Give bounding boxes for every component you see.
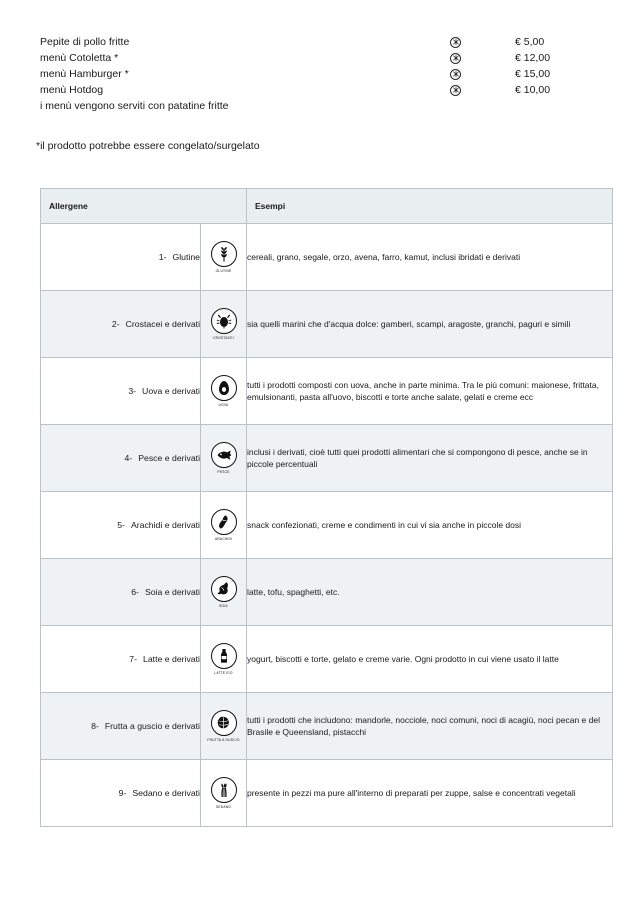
allergen-icon-cell (201, 760, 247, 827)
crustacean-icon (211, 308, 237, 340)
allergen-label: Sedano e derivati (132, 788, 200, 798)
menu-item-row (40, 82, 600, 98)
allergen-number: 3- (128, 386, 137, 396)
allergen-number: 2- (111, 319, 120, 329)
celery-icon-caption: SEDANO (215, 804, 232, 809)
table-row (41, 693, 613, 760)
allergen-label: Latte e derivati (143, 654, 200, 664)
allergen-number: 7- (129, 654, 137, 664)
soy-icon-caption: SOIA (219, 603, 228, 608)
allergen-marker-icon (450, 69, 461, 80)
crustacean-icon-circle (211, 308, 237, 334)
menu-item-name: Pepite di pollo fritte (40, 36, 130, 48)
menu-item-allergen-marker (450, 85, 515, 96)
allergen-icon-cell (201, 693, 247, 760)
allergen-table (40, 188, 613, 827)
peanut-icon (211, 509, 237, 541)
allergen-examples: inclusi i derivati, cioè tutti quei prodotti alimentari che si compongono di pesce, anche se in piccole percentuali (247, 425, 613, 492)
egg-icon-circle (211, 375, 237, 401)
menu-item-name: menù Cotoletta * (40, 52, 119, 64)
allergen-icon-cell (201, 559, 247, 626)
menu-item-price: € 15,00 (515, 68, 551, 80)
allergen-marker-icon (450, 53, 461, 64)
milk-icon-caption: LATTE E/O (214, 670, 233, 675)
allergen-marker-icon (450, 37, 461, 48)
table-row (41, 626, 613, 693)
allergen-label: Frutta a guscio e derivati (104, 721, 200, 731)
allergen-examples: tutti i prodotti che includono: mandorle, nocciole, noci comuni, noci di acagiù, noci pecan e del Brasile e Queensland, pistacchi (247, 693, 613, 760)
soy-icon-circle (211, 576, 237, 602)
allergen-examples: cereali, grano, segale, orzo, avena, farro, kamut, inclusi ibridati e derivati (247, 224, 613, 291)
allergen-name-cell (41, 626, 201, 693)
allergen-icon-cell (201, 224, 247, 291)
table-row (41, 291, 613, 358)
allergen-label: Glutine (172, 252, 200, 262)
allergen-number: 5- (117, 520, 125, 530)
menu-item-row (40, 50, 600, 66)
allergen-examples: latte, tofu, spaghetti, etc. (247, 559, 613, 626)
wheat-icon-circle (211, 241, 237, 267)
allergen-label: Uova e derivati (142, 386, 200, 396)
table-header-esempi-label: Esempi (255, 201, 286, 211)
allergen-number: 9- (118, 788, 127, 798)
fish-icon-circle (211, 442, 237, 468)
allergen-icon-cell (201, 291, 247, 358)
menu-note-row (40, 98, 600, 114)
allergen-icon-cell (201, 492, 247, 559)
egg-icon (211, 375, 237, 407)
celery-icon (211, 777, 237, 809)
table-row (41, 492, 613, 559)
allergen-examples: yogurt, biscotti e torte, gelato e creme varie. Ogni prodotto in cui viene usato il latte (247, 626, 613, 693)
menu-item-price: € 10,00 (515, 84, 551, 96)
allergen-name-cell (41, 291, 201, 358)
allergen-name-cell (41, 358, 201, 425)
wheat-icon-caption: GLUTINE (215, 268, 232, 273)
nuts-icon-caption: FRUTTA A GUSCIO (207, 737, 240, 742)
menu-item-price: € 5,00 (515, 36, 545, 48)
allergen-name-cell (41, 559, 201, 626)
table-header-allergene (41, 189, 247, 224)
table-header-esempi (247, 189, 613, 224)
table-row (41, 559, 613, 626)
fish-icon (211, 442, 237, 474)
allergen-name-cell (41, 492, 201, 559)
allergen-label: Soia e derivati (144, 587, 200, 597)
allergen-icon-cell (201, 626, 247, 693)
fish-icon-caption: PESCE (217, 469, 230, 474)
table-row (41, 425, 613, 492)
menu-item-allergen-marker (450, 37, 515, 48)
menu-item-name: menù Hotdog (40, 84, 104, 96)
allergen-number: 6- (131, 587, 139, 597)
allergen-name-cell (41, 425, 201, 492)
celery-icon-circle (211, 777, 237, 803)
nuts-icon (207, 710, 239, 742)
wheat-icon (211, 241, 237, 273)
egg-icon-caption: UOVA (218, 402, 229, 407)
allergen-examples: presente in pezzi ma pure all'interno di preparati per zuppe, salse e concentrati vegetali (247, 760, 613, 827)
allergen-label: Pesce e derivati (138, 453, 200, 463)
menu-note: i menù vengono serviti con patatine fritte (40, 100, 229, 112)
allergen-examples: snack confezionati, creme e condimenti in cui vi sia anche in piccole dosi (247, 492, 613, 559)
table-header-allergene-label: Allergene (49, 201, 88, 211)
soy-icon (211, 576, 237, 608)
menu-item-allergen-marker (450, 53, 515, 64)
allergen-name-cell (41, 693, 201, 760)
allergen-number: 1- (158, 252, 167, 262)
milk-icon (211, 643, 237, 675)
allergen-name-cell (41, 224, 201, 291)
menu-item-price: € 12,00 (515, 52, 551, 64)
nuts-icon-circle (211, 710, 237, 736)
allergen-label: Crostacei e derivati (125, 319, 200, 329)
peanut-icon-circle (211, 509, 237, 535)
menu-price-list (40, 34, 600, 114)
menu-item-row (40, 66, 600, 82)
allergen-icon-cell (201, 425, 247, 492)
allergen-number: 8- (91, 721, 99, 731)
menu-item-name: menù Hamburger * (40, 68, 129, 80)
menu-item-allergen-marker (450, 69, 515, 80)
table-row (41, 358, 613, 425)
peanut-icon-caption: ARACHIDI (214, 536, 233, 541)
menu-footnote: *il prodotto potrebbe essere congelato/surgelato (36, 140, 260, 152)
allergen-name-cell (41, 760, 201, 827)
allergen-examples: tutti i prodotti composti con uova, anche in parte minima. Tra le più comuni: maionese, frittata, emulsionanti, pasta all'uovo, biscotti e torte anche salate, gelati e creme ecc (247, 358, 613, 425)
allergen-label: Arachidi e derivati (130, 520, 200, 530)
table-row (41, 224, 613, 291)
menu-item-row (40, 34, 600, 50)
table-header-row (41, 189, 613, 224)
table-row (41, 760, 613, 827)
milk-icon-circle (211, 643, 237, 669)
allergen-examples: sia quelli marini che d'acqua dolce: gamberi, scampi, aragoste, granchi, paguri e simili (247, 291, 613, 358)
allergen-number: 4- (124, 453, 133, 463)
allergen-marker-icon (450, 85, 461, 96)
allergen-icon-cell (201, 358, 247, 425)
crustacean-icon-caption: CROSTACEI (213, 335, 234, 340)
